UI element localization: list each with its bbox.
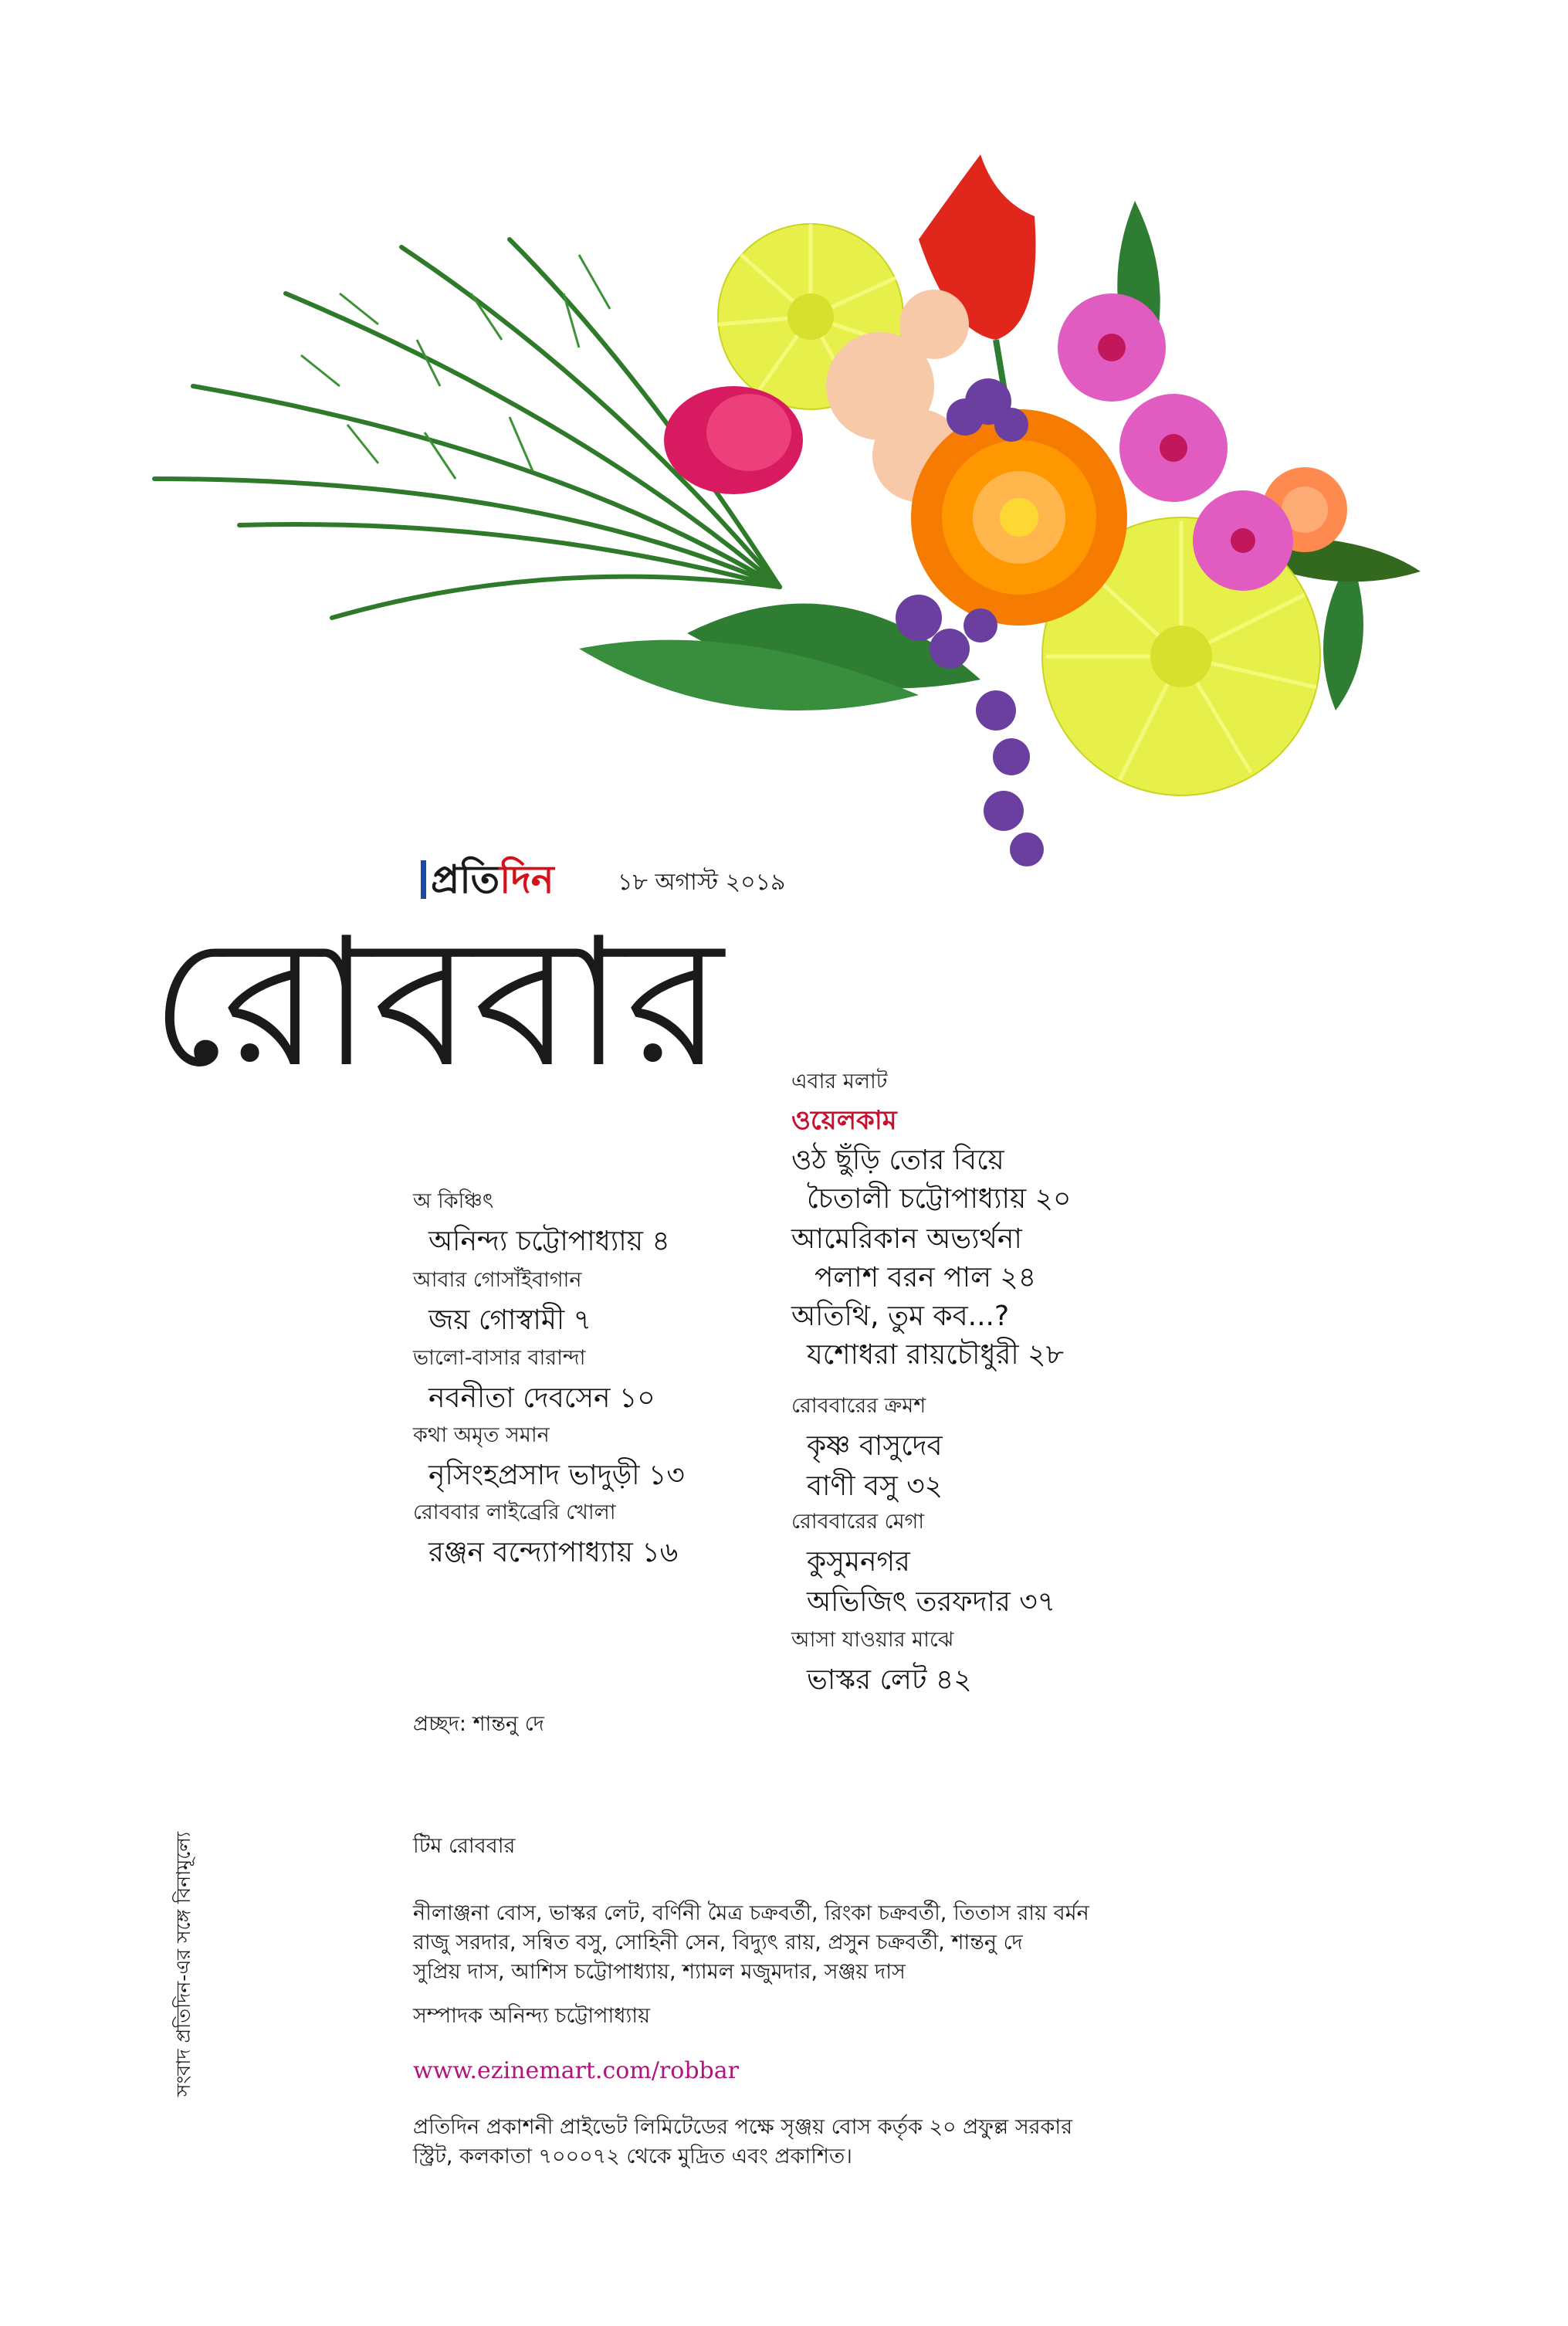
logo-text-part2: দিন: [500, 857, 554, 902]
imprint-notice: [413, 2113, 1185, 2172]
last-section-label: আসা যাওয়ার মাঝে: [791, 1628, 954, 1652]
team-line: রাজু সরদার, সন্বিত বসু, সোহিনী সেন, বিদ্যুৎ রায়, প্রসুন চক্রবর্তী, শান্তনু দে: [413, 1931, 1023, 1955]
serial-title: কৃষ্ণ বাসুদেব: [807, 1430, 943, 1462]
cover-story-heading: ওয়েলকাম: [791, 1105, 897, 1136]
team-credits: [413, 1830, 1185, 1987]
toc-section-label: অ কিঞ্চিৎ: [413, 1189, 494, 1213]
cover-credit: প্রচ্ছদ: শান্তনু দে: [413, 1712, 544, 1736]
issue-date: ১৮ অগাস্ট ২০১৯: [618, 869, 786, 896]
toc-section-label: কথা অমৃত সমান: [413, 1423, 550, 1447]
cover-story-label: এবার মলাট: [791, 1070, 888, 1093]
logo-text-part1: প্রতি: [431, 857, 500, 902]
website-link[interactable]: www.ezinemart.com/robbar: [413, 2057, 739, 2084]
pratidin-logo: [421, 857, 554, 902]
last-section-author: ভাস্কর লেট ৪২: [807, 1664, 972, 1696]
mega-title: কুসুমনগর: [807, 1546, 910, 1578]
toc-section-label: রোববার লাইব্রেরি খোলা: [413, 1500, 616, 1524]
cover-item-title: আমেরিকান অভ্যর্থনা: [791, 1223, 1022, 1255]
mega-author: অভিজিৎ তরফদার ৩৭: [807, 1586, 1056, 1618]
team-names: [413, 1899, 1185, 1987]
side-credit: সংবাদ প্রতিদিন-এর সঙ্গে বিনামূল্যে: [172, 1831, 195, 2097]
mega-label: রোববারের মেগা: [791, 1510, 925, 1534]
toc-author: অনিন্দ্য চট্টোপাধ্যায় ৪: [428, 1226, 670, 1257]
serial-author: বাণী বসু ৩২: [807, 1470, 943, 1502]
imprint-line: প্রতিদিন প্রকাশনী প্রাইভেট লিমিটেডের পক্ষে সৃঞ্জয় বোস কর্তৃক ২০ প্রফুল্ল সরকার: [413, 2115, 1073, 2139]
imprint-line: স্ট্রিট, কলকাতা ৭০০০৭২ থেকে মুদ্রিত এবং প্রকাশিত।: [413, 2145, 852, 2168]
serial-label: রোববারের ক্রমশ: [791, 1394, 926, 1418]
toc-author: নৃসিংহপ্রসাদ ভাদুড়ী ১৩: [428, 1460, 685, 1491]
cover-item-author: পলাশ বরন পাল ২৪: [814, 1262, 1037, 1294]
cover-item-author: যশোধরা রায়চৌধুরী ২৮: [807, 1339, 1064, 1371]
team-line: নীলাঞ্জনা বোস, ভাস্কর লেট, বর্ণিনী মৈত্র চক্রবর্তী, রিংকা চক্রবর্তী, তিতাস রায় বর্মন: [413, 1901, 1089, 1925]
team-line: সুপ্রিয় দাস, আশিস চট্টোপাধ্যায়, শ্যামল মজুমদার, সঞ্জয় দাস: [413, 1960, 906, 1984]
cover-item-title: অতিথি, তুম কব...?: [791, 1300, 1010, 1332]
toc-section-label: আবার গোসাঁইবাগান: [413, 1268, 582, 1292]
flower-bouquet-image: [147, 154, 1428, 896]
cover-item-title: ওঠ ছুঁড়ি তোর বিয়ে: [791, 1144, 1004, 1176]
toc-author: জয় গোস্বামী ৭: [428, 1304, 591, 1336]
magazine-title: রোববার: [151, 900, 725, 1107]
editor-credit: সম্পাদক অনিন্দ্য চট্টোপাধ্যায়: [413, 2004, 651, 2028]
team-label: টিম রোববার: [413, 1834, 516, 1858]
toc-author: নবনীতা দেবসেন ১০: [428, 1382, 655, 1414]
toc-section-label: ভালো-বাসার বারান্দা: [413, 1346, 586, 1370]
logo-bar: [421, 860, 426, 899]
cover-item-author: চৈতালী চট্টোপাধ্যায় ২০: [807, 1183, 1072, 1215]
toc-author: রঞ্জন বন্দ্যোপাধ্যায় ১৬: [428, 1537, 679, 1568]
